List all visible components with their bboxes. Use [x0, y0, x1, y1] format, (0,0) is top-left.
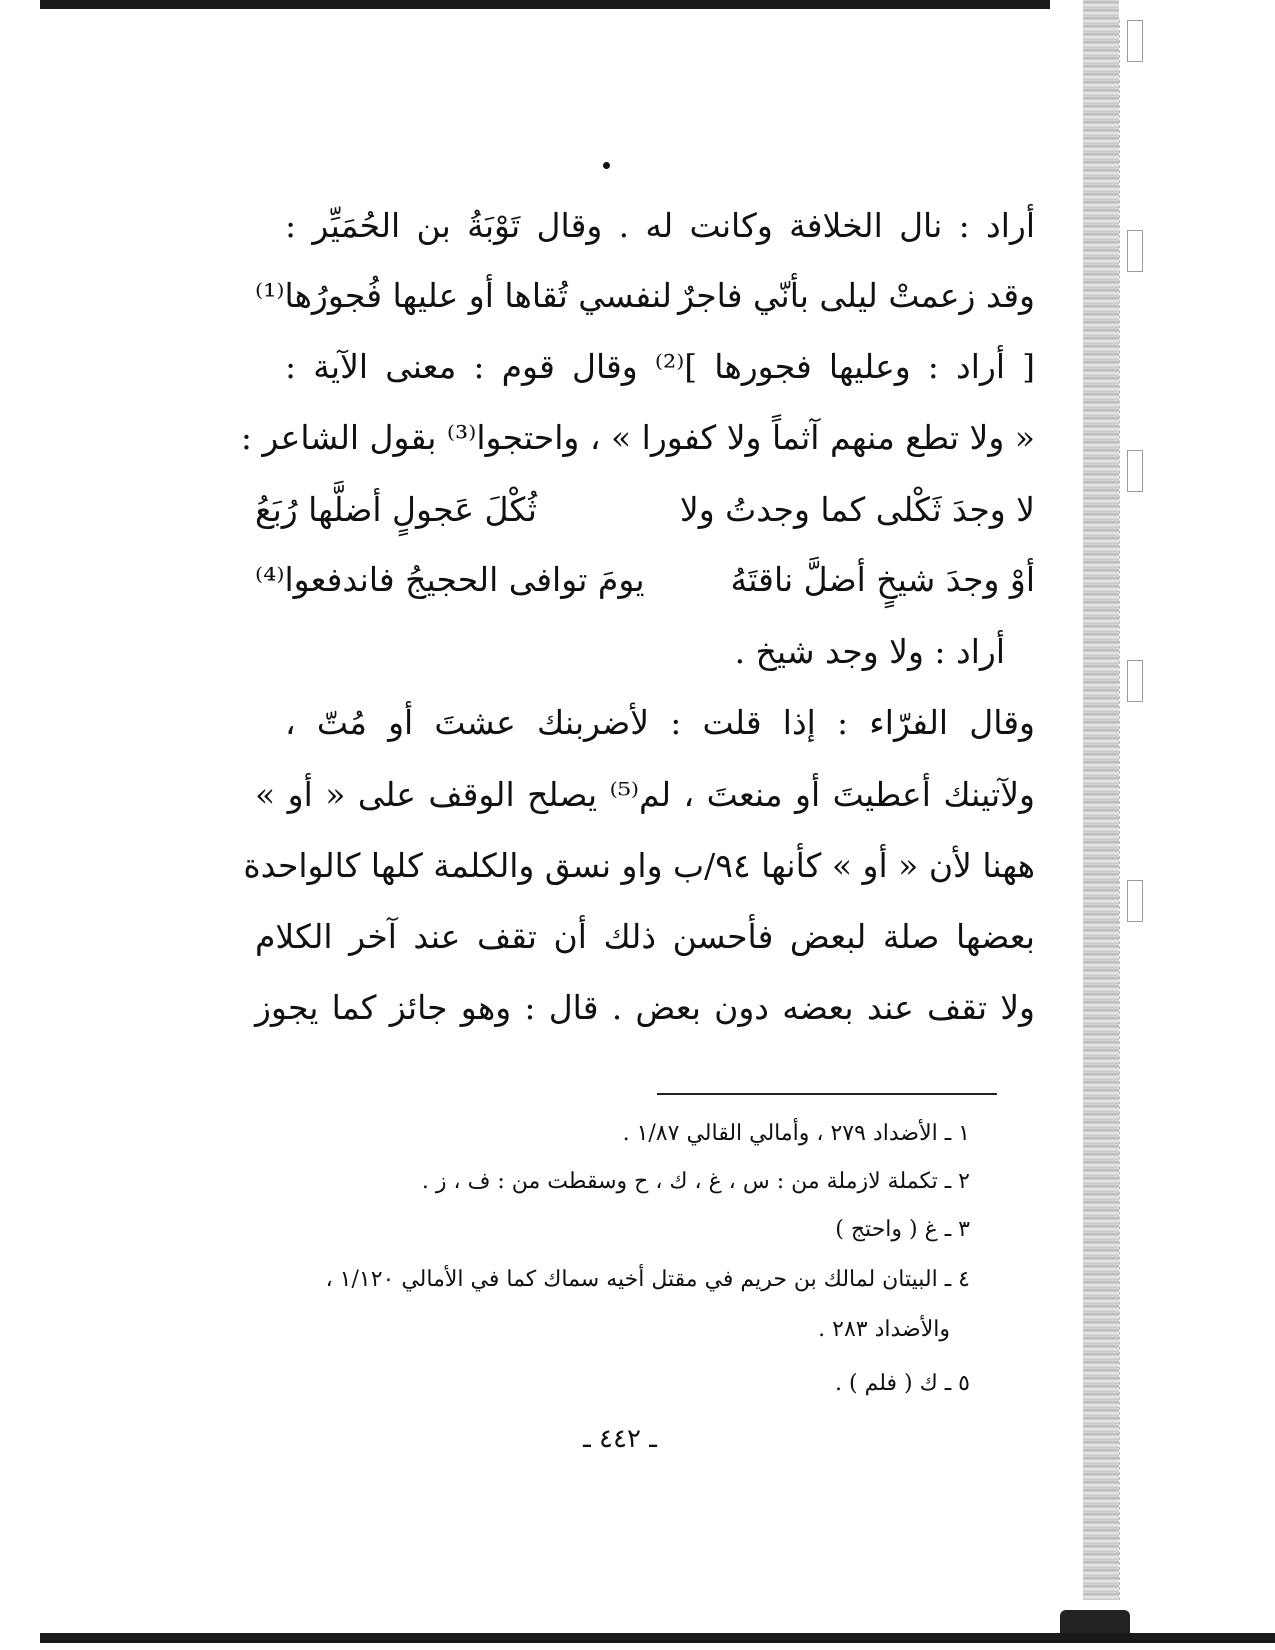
scan-artifact	[1127, 660, 1143, 702]
text-line: ولآتينك أعطيتَ أو منعتَ ، لم⁽⁵⁾ يصلح الوقف على « أو »	[255, 775, 1035, 814]
text-line: أراد : نال الخلافة وكانت له . وقال تَوْبَةُ بن الحُمَيِّر :	[285, 206, 1035, 245]
scan-artifact	[1127, 450, 1143, 492]
scan-bottom-border	[40, 1633, 1275, 1643]
verse-line	[255, 550, 1035, 610]
verse-line	[255, 480, 1035, 540]
verse-hemistich: يومَ توافى الحجيجُ فاندفعوا⁽⁴⁾	[255, 560, 645, 599]
text-line: وقال الفرّاء : إذا قلت : لأضربنك عشتَ أو مُتّ ،	[285, 703, 1035, 742]
text-line: ولا تقف عند بعضه دون بعض . قال : وهو جائز كما يجوز	[255, 988, 1035, 1027]
scan-top-border	[40, 0, 1050, 9]
scan-binding-edge	[1083, 0, 1119, 1600]
text-line: بعضها صلة لبعض فأحسن ذلك أن تقف عند آخر الكلام	[255, 917, 1035, 956]
stray-ink-dot	[603, 162, 610, 169]
text-line: أراد : ولا وجد شيخ .	[734, 632, 1005, 671]
verse-hemistich: وقد زعمتْ ليلى بأنّي فاجرٌ	[678, 276, 1035, 315]
scan-artifact	[1127, 20, 1143, 62]
scan-artifact	[1127, 230, 1143, 272]
footnote-continuation: والأضداد ٢٨٣ .	[818, 1317, 950, 1342]
verse-hemistich: لا وجدَ ثَكْلى كما وجدتُ ولا	[679, 490, 1035, 529]
footnote: ٤ ـ البيتان لمالك بن حريم في مقتل أخيه سماك كما في الأمالي ١/١٢٠ ،	[325, 1267, 970, 1292]
footnote: ٢ ـ تكملة لازملة من : س ، غ ، ك ، ح وسقطت من : ف ، ز .	[421, 1169, 970, 1194]
text-line: [ أراد : وعليها فجورها ]⁽²⁾ وقال قوم : معنى الآية :	[285, 347, 1035, 386]
footnote: ٣ ـ غ ( واحتج )	[835, 1217, 970, 1242]
scan-artifact	[1127, 880, 1143, 922]
verse-hemistich: لنفسي تُقاها أو عليها فُجورُها⁽¹⁾	[255, 276, 672, 315]
verse-hemistich: ثُكْلَ عَجولٍ أضلَّها رُبَعُ	[255, 490, 537, 529]
text-line: « ولا تطع منهم آثماً ولا كفورا » ، واحتجوا⁽³⁾ بقول الشاعر :	[240, 418, 1035, 457]
page-number: ـ ٤٤٢ ـ	[583, 1424, 657, 1454]
verse-hemistich: أوْ وجدَ شيخٍ أضلَّ ناقتَهُ	[730, 560, 1035, 599]
text-line: ههنا لأن « أو » كأنها ٩٤/ب واو نسق والكلمة كلها كالواحدة	[243, 846, 1035, 885]
footnote: ١ ـ الأضداد ٢٧٩ ، وأمالي القالي ١/٨٧ .	[622, 1121, 970, 1146]
verse-line	[255, 266, 1035, 326]
footnote-separator	[657, 1093, 997, 1095]
footnote: ٥ ـ ك ( فلم ) .	[835, 1371, 970, 1396]
